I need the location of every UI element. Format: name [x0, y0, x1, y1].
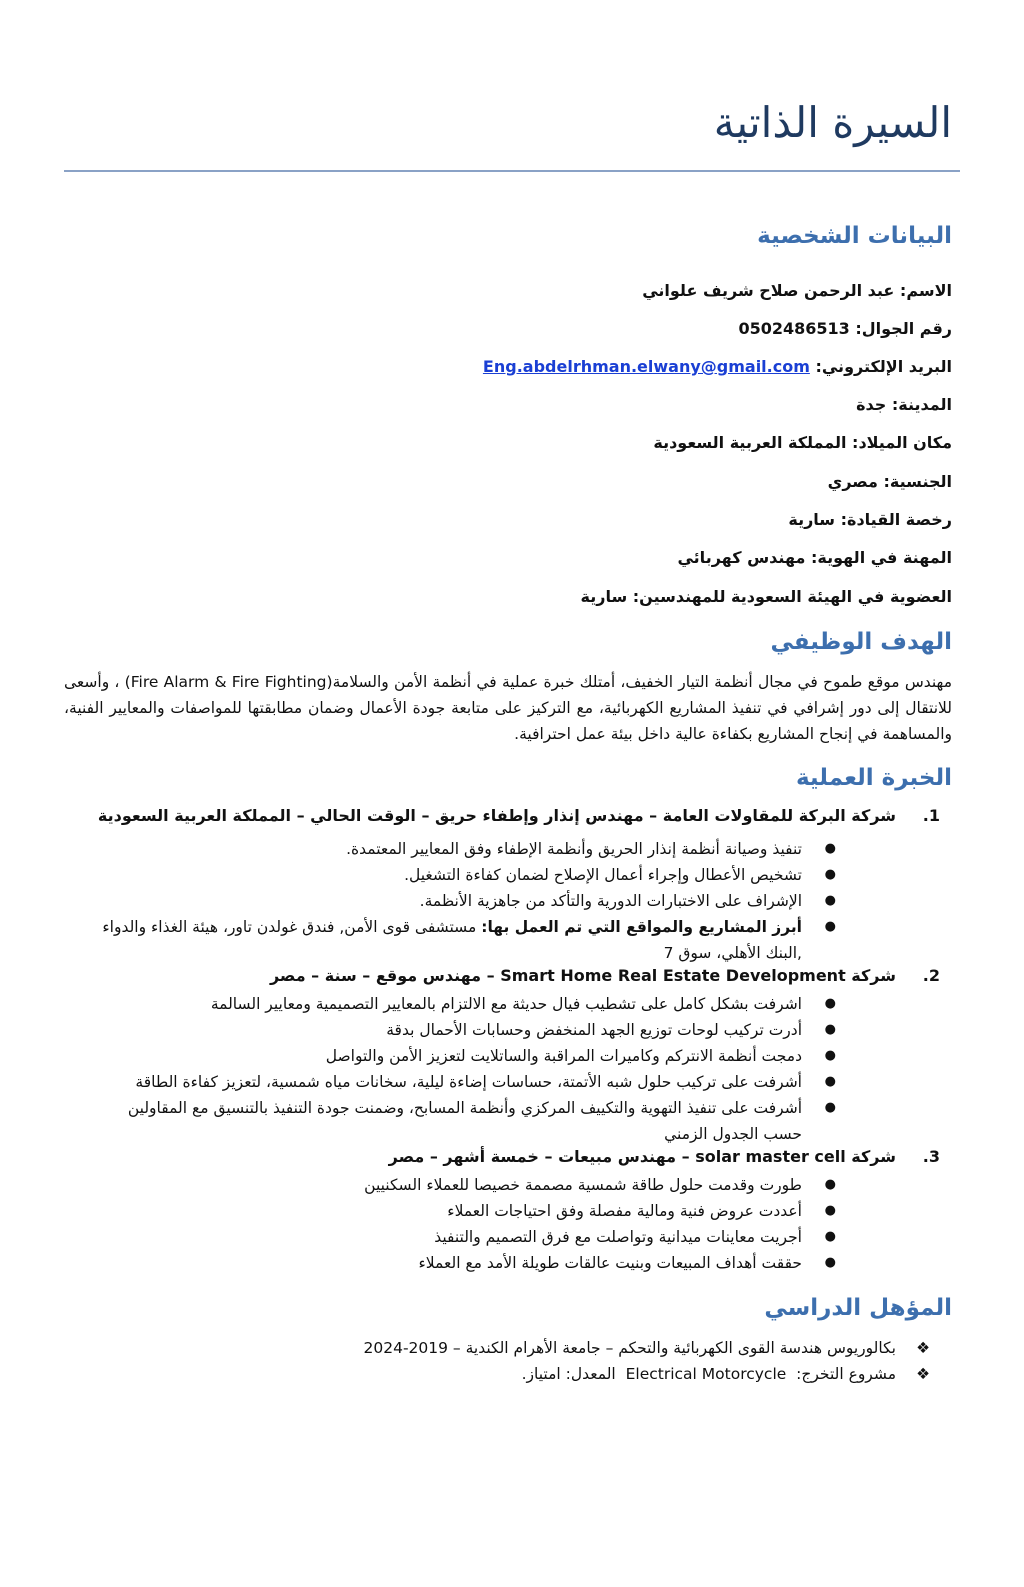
list-item — [74, 914, 836, 966]
list-item: ● أجريت معاينات ميدانية وتواصلت مع فرق التصميم والتنفيذ — [434, 1224, 802, 1250]
grade: المعدل: امتياز. — [521, 1365, 616, 1383]
email-link[interactable]: Eng.abdelrhman.elwany@gmail.com — [482, 357, 810, 376]
diamond-bullet-icon: ❖ — [916, 1339, 930, 1357]
company-prefix: شركة — [851, 1147, 896, 1166]
list-item: ● طورت وقدمت حلول طاقة شمسية مصممة خصيصا للعملاء السكنيين — [364, 1172, 802, 1198]
bullet-dot-icon: ● — [824, 1022, 836, 1037]
list-item: ● تشخيص الأعطال وإجراء أعمال الإصلاح لضمان كفاءة التشغيل. — [404, 862, 802, 888]
list-item: ● تنفيذ وصيانة أنظمة إنذار الحريق وأنظمة الإطفاء وفق المعايير المعتمدة. — [346, 836, 802, 862]
list-item: ● أعددت عروض فنية ومالية مفصلة وفق احتياجات العملاء — [447, 1198, 802, 1224]
job-title-rest: – مهندس مبيعات – خمسة أشهر – مصر — [388, 1147, 690, 1166]
bullet-dot-icon: ● — [824, 867, 836, 882]
experience-heading: الخبرة العملية — [795, 765, 952, 791]
bullet-dot-icon: ● — [824, 841, 836, 856]
membership-field: العضوية في الهيئة السعودية للمهندسين: سارية — [580, 587, 952, 606]
job-number: 2. — [922, 966, 940, 985]
job-title-2 — [270, 966, 940, 987]
job-number: 3. — [922, 1147, 940, 1166]
title-divider — [64, 170, 960, 172]
job-number: 1. — [922, 806, 940, 825]
job-title-text: شركة البركة للمقاولات العامة – مهندس إنذار وإطفاء حريق – الوقت الحالي – المملكة العربية السعودية — [97, 806, 896, 825]
project-item — [521, 1361, 930, 1387]
personal-heading: البيانات الشخصية — [757, 223, 952, 249]
bullet-dot-icon: ● — [824, 1229, 836, 1244]
mobile-label: رقم الجوال: — [855, 319, 952, 338]
city-field: المدينة: جدة — [856, 395, 952, 414]
list-item: ● حققت أهداف المبيعات وبنيت عالقات طويلة الأمد مع العملاء — [419, 1250, 803, 1276]
company-prefix: شركة — [851, 966, 896, 985]
bullet-dot-icon: ● — [824, 893, 836, 908]
page-title: السيرة الذاتية — [713, 98, 952, 147]
list-item: ● أشرفت على تنفيذ التهوية والتكييف المركزي وأنظمة المسابح، وضمنت جودة التنفيذ بالتنسيق مع المقاولين حسب الجدول الزمني — [94, 1095, 802, 1147]
email-label: البريد الإلكتروني: — [815, 357, 952, 376]
bullet-dot-icon: ● — [824, 1255, 836, 1270]
nationality-field: الجنسية: مصري — [827, 472, 952, 491]
mobile-value: 0502486513 — [738, 319, 850, 338]
bullet-dot-icon: ● — [824, 1048, 836, 1063]
highlight-text: مستشفى قوى الأمن, فندق غولدن تاور، هيئة الغذاء والدواء ,البنك الأهلي، سوق 7 — [102, 918, 802, 962]
job-title-3 — [389, 1147, 940, 1168]
project-label: مشروع التخرج: — [796, 1365, 896, 1383]
birthplace-field: مكان الميلاد: المملكة العربية السعودية — [653, 433, 952, 452]
mobile-field — [738, 319, 952, 340]
degree-item: ❖ بكالوريوس هندسة القوى الكهربائية والتحكم – جامعة الأهرام الكندية – 2019-2024 — [363, 1335, 896, 1361]
bullet-dot-icon: ● — [824, 1074, 836, 1089]
highlight-label: أبرز المشاريع والمواقع التي تم العمل بها: — [481, 918, 802, 936]
bullet-dot-icon: ● — [824, 1177, 836, 1192]
email-field — [483, 357, 952, 378]
bullet-dot-icon: ● — [824, 1203, 836, 1218]
diamond-bullet-icon: ❖ — [916, 1365, 930, 1383]
list-item: ● أدرت تركيب لوحات توزيع الجهد المنخفض وحسابات الأحمال بدقة — [386, 1017, 802, 1043]
objective-heading: الهدف الوظيفي — [770, 629, 952, 655]
list-item: ● الإشراف على الاختبارات الدورية والتأكد من جاهزية الأنظمة. — [420, 888, 802, 914]
company-name: Smart Home Real Estate Development — [500, 966, 846, 985]
license-field: رخصة القيادة: سارية — [788, 510, 952, 529]
job-title-1 — [98, 806, 940, 827]
company-name: solar master cell — [695, 1147, 846, 1166]
bullet-dot-icon: ● — [824, 996, 836, 1011]
education-heading: المؤهل الدراسي — [764, 1295, 952, 1321]
job-title-rest: – مهندس موقع – سنة – مصر — [269, 966, 495, 985]
project-name: Electrical Motorcycle — [625, 1365, 787, 1383]
profession-field: المهنة في الهوية: مهندس كهربائي — [677, 548, 952, 567]
bullet-dot-icon: ● — [824, 919, 836, 934]
objective-text: مهندس موقع طموح في مجال أنظمة التيار الخفيف، أمتلك خبرة عملية في أنظمة الأمن والسلامة(Fire Alarm & Fire Fighting) ، وأسعى للانتقال إلى دور إشرافي في تنفيذ المشاريع الكهربائية، مع التركيز على متابعة جودة الأعمال وضمان مطابقتها للمواصفات والمعايير الفنية، والمساهمة في إنجاح المشاريع بكفاءة عالية داخل بيئة عمل احترافية. — [64, 673, 953, 743]
name-field: الاسم: عبد الرحمن صلاح شريف علواني — [642, 281, 952, 300]
list-item: ● دمجت أنظمة الانتركم وكاميرات المراقبة والساتلايت لتعزيز الأمن والتواصل — [326, 1043, 802, 1069]
bullet-dot-icon: ● — [824, 1100, 836, 1115]
list-item: ● أشرفت على تركيب حلول شبه الأتمتة، حساسات إضاءة ليلية، سخانات مياه شمسية، لتعزيز كفاءة الطاقة — [104, 1069, 802, 1095]
list-item: ● اشرفت بشكل كامل على تشطيب فيال حديثة مع الالتزام بالمعايير التصميمية ومعايير السالمة — [211, 991, 802, 1017]
